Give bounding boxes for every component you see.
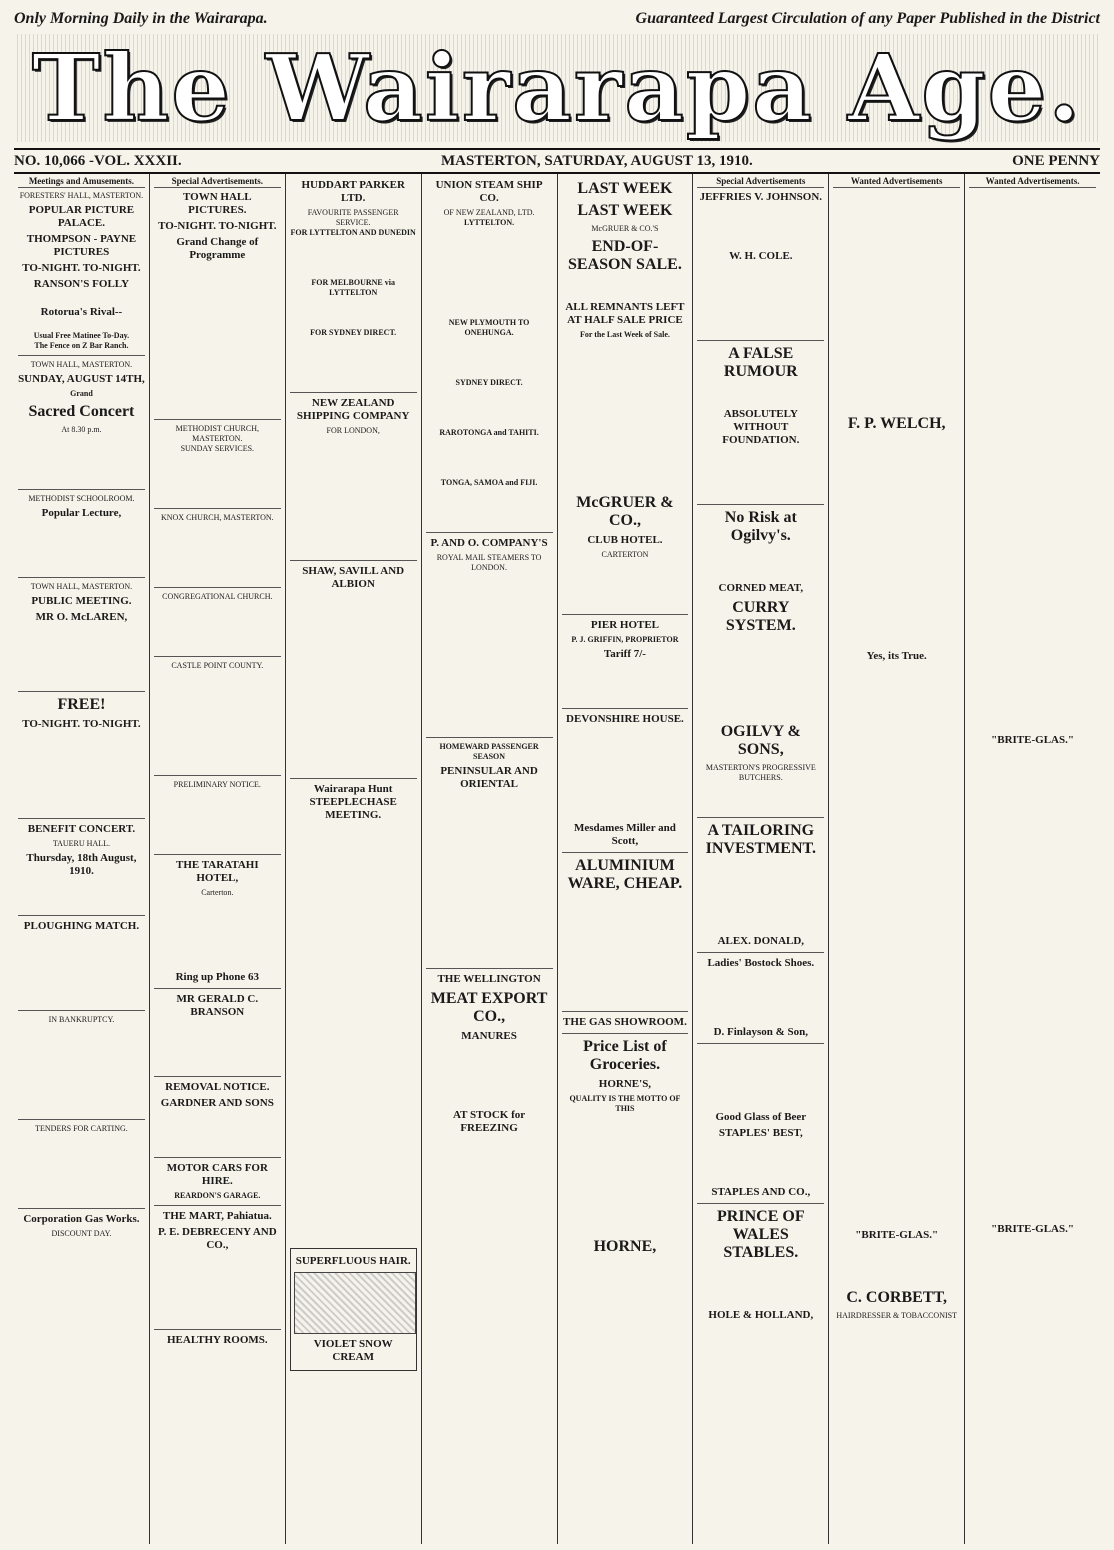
date-bar	[14, 148, 1100, 174]
ad-line: For the Last Week of Sale.	[579, 330, 670, 339]
masthead-title: The Wairarapa Age.	[14, 34, 1100, 142]
ad-title: HUDDART PARKER LTD.	[301, 179, 405, 204]
ad-title: LAST WEEK	[577, 202, 673, 219]
body-text-filler	[290, 238, 417, 278]
body-text-filler	[290, 338, 417, 388]
ad-title: STAPLES AND CO.,	[711, 1186, 811, 1198]
ad-title: RANSON'S FOLLY	[33, 278, 130, 290]
body-text-filler	[697, 549, 824, 579]
ad-line: FOR LONDON,	[326, 426, 380, 435]
body-text-filler	[697, 207, 824, 247]
ad-title: MR O. McLAREN,	[35, 611, 128, 623]
column-8	[965, 174, 1100, 1544]
ad-title: Tariff 7/-	[603, 648, 646, 660]
issue-number: NO. 10,066 -VOL. XXXII.	[14, 152, 182, 169]
body-text-filler	[18, 734, 145, 814]
ad-title: MOTOR CARS FOR HIRE.	[166, 1162, 268, 1187]
body-text-filler	[426, 573, 553, 733]
price: ONE PENNY	[1012, 152, 1100, 169]
columns	[14, 174, 1100, 1544]
ad-title: F. P. WELCH,	[847, 415, 946, 432]
body-text-filler	[154, 523, 281, 583]
body-text-filler	[833, 437, 960, 647]
ad-line: FOR LYTTELTON AND DUNEDIN	[290, 228, 416, 237]
ad-title: Rotorua's Rival--	[40, 306, 123, 318]
ad-title: STAPLES' BEST,	[718, 1127, 803, 1139]
ad-title: PENINSULAR AND ORIENTAL	[440, 765, 538, 790]
ad-line: RAROTONGA and TAHITI.	[439, 428, 539, 437]
ad-title: MANURES	[461, 1030, 517, 1042]
body-text-filler	[426, 338, 553, 378]
body-text-filler	[697, 385, 824, 405]
column-4	[422, 174, 558, 1544]
ad-title: Ring up Phone 63	[175, 971, 260, 983]
ad-title: METHODIST SCHOOLROOM.	[28, 494, 135, 503]
ad-title: Good Glass of Beer	[715, 1111, 807, 1123]
ad-title: D. Finlayson & Son,	[713, 1026, 809, 1038]
top-slogan-bar	[14, 6, 1100, 32]
ad-title: OGILVY & SONS,	[720, 723, 801, 758]
ad-title: FREE!	[57, 696, 106, 713]
body-text-filler	[426, 488, 553, 528]
ad-title: KNOX CHURCH, MASTERTON.	[160, 513, 274, 522]
body-text-filler	[290, 298, 417, 328]
body-text-filler	[562, 340, 689, 490]
ad-title: "BRITE-GLAS."	[855, 1229, 939, 1241]
ad-title: SHAW, SAVILL AND ALBION	[302, 565, 405, 590]
column-heading: Special Advertisements	[697, 176, 824, 188]
ad-title: TOWN HALL, MASTERTON.	[30, 360, 133, 369]
ad-line: OF NEW ZEALAND, LTD.	[443, 208, 535, 217]
ad-line: SYDNEY DIRECT.	[455, 378, 523, 387]
column-heading: Special Advertisements.	[154, 176, 281, 188]
body-text-filler	[969, 750, 1096, 1220]
ad-line: At 8.30 p.m.	[61, 425, 102, 434]
ad-title: IN BANKRUPTCY.	[48, 1015, 115, 1024]
ad-title: SUNDAY, AUGUST 14TH,	[18, 373, 145, 385]
column-3	[286, 174, 422, 1544]
ad-title: FORESTERS' HALL, MASTERTON.	[19, 191, 144, 200]
ad-line: NEW PLYMOUTH TO ONEHUNGA.	[448, 318, 530, 337]
ad-title: REMOVAL NOTICE.	[165, 1081, 270, 1093]
column-2	[150, 174, 286, 1544]
ad-title: ALUMINIUM WARE, CHEAP.	[567, 857, 683, 892]
body-text-filler	[697, 639, 824, 719]
ad-line: TONGA, SAMOA and FIJI.	[440, 478, 538, 487]
body-text-filler	[18, 1025, 145, 1115]
ad-title: "BRITE-GLAS."	[991, 734, 1074, 746]
ad-title: ABSOLUTELY WITHOUT FOUNDATION.	[722, 408, 800, 446]
body-text-filler	[154, 898, 281, 968]
body-text-filler	[154, 265, 281, 415]
ad-line: Grand	[70, 389, 93, 398]
body-text-filler	[18, 881, 145, 911]
ad-title: JEFFRIES V. JOHNSON.	[699, 191, 823, 203]
ad-title: VIOLET SNOW CREAM	[313, 1338, 393, 1363]
ad-title: UNION STEAM SHIP CO.	[435, 179, 543, 204]
ad-line: CARTERTON	[601, 550, 649, 559]
body-text-filler	[562, 560, 689, 610]
ad-title: ALL REMNANTS LEFT AT HALF SALE PRICE	[565, 301, 685, 326]
ad-title: THE GAS SHOWROOM.	[563, 1016, 687, 1028]
ad-title: P. E. DEBRECENY AND CO.,	[157, 1226, 277, 1251]
body-text-filler	[833, 191, 960, 411]
ad-title: TO-NIGHT. TO-NIGHT.	[22, 718, 141, 730]
ad-title: THE TARATAHI HOTEL,	[176, 859, 259, 884]
dateline: MASTERTON, SATURDAY, AUGUST 13, 1910.	[440, 152, 753, 169]
ad-title: W. H. COLE.	[729, 250, 793, 262]
body-text-filler	[697, 783, 824, 813]
ad-title: LAST WEEK	[577, 180, 673, 197]
ad-line: REARDON'S GARAGE.	[174, 1191, 261, 1200]
left-slogan: Only Morning Daily in the Wairarapa.	[14, 10, 268, 27]
ad-title: HOLE & HOLLAND,	[708, 1309, 814, 1321]
ad-title: GARDNER AND SONS	[160, 1097, 274, 1109]
body-text-filler	[969, 191, 1096, 731]
ad-line: FAVOURITE PASSENGER SERVICE.	[307, 208, 399, 227]
body-text-filler	[697, 1048, 824, 1108]
body-text-filler	[154, 454, 281, 504]
body-text-filler	[562, 1114, 689, 1234]
right-slogan: Guaranteed Largest Circulation of any Paper Published in the District	[635, 10, 1100, 27]
ad-title: MR GERALD C. BRANSON	[176, 993, 259, 1018]
body-text-filler	[426, 1046, 553, 1106]
body-text-filler	[290, 594, 417, 774]
ad-title: Ladies' Bostock Shoes.	[707, 957, 815, 969]
body-text-filler	[426, 388, 553, 428]
ad-line: HAIRDRESSER & TOBACCONIST	[836, 1311, 957, 1320]
ad-line: TAUERU HALL.	[52, 839, 110, 848]
ad-title: HORNE,	[593, 1238, 657, 1255]
ad-title: MEAT EXPORT CO.,	[430, 990, 548, 1025]
ad-title: SUPERFLUOUS HAIR.	[295, 1255, 411, 1267]
body-text-filler	[697, 1143, 824, 1183]
body-text-filler	[562, 729, 689, 819]
ad-title: Mesdames Miller and Scott,	[574, 822, 676, 847]
column-5	[558, 174, 694, 1544]
body-text-filler	[154, 1255, 281, 1325]
ad-title: Thursday, 18th August, 1910.	[26, 852, 137, 877]
body-text-filler	[833, 666, 960, 1226]
ad-title: NEW ZEALAND SHIPPING COMPANY	[296, 397, 410, 422]
column-7	[829, 174, 965, 1544]
ad-line: LYTTELTON.	[463, 218, 515, 227]
ad-title: PUBLIC MEETING.	[31, 595, 132, 607]
ad-title: CASTLE POINT COUNTY.	[171, 661, 264, 670]
body-text-filler	[18, 322, 145, 331]
ad-title: CONGREGATIONAL CHURCH.	[162, 592, 273, 601]
body-text-filler	[154, 671, 281, 771]
body-text-filler	[697, 450, 824, 500]
ad-title: PIER HOTEL	[590, 619, 660, 631]
ad-title: THE MART, Pahiatua.	[162, 1210, 272, 1222]
column-6	[693, 174, 829, 1544]
ad-title: Grand Change of Programme	[176, 236, 259, 261]
body-text-filler	[562, 278, 689, 298]
ad-line: P. J. GRIFFIN, PROPRIETOR	[571, 635, 679, 644]
ad-line: McGRUER & CO.'S	[591, 224, 659, 233]
ad-title: A TAILORING INVESTMENT.	[705, 822, 816, 857]
ad-title: CURRY SYSTEM.	[725, 599, 796, 634]
body-text-filler	[18, 435, 145, 485]
ad-title: A FALSE RUMOUR	[723, 345, 798, 380]
body-text-filler	[426, 438, 553, 478]
ad-title: No Risk at Ogilvy's.	[724, 509, 797, 544]
body-text-filler	[18, 627, 145, 687]
body-text-filler	[697, 1266, 824, 1306]
ad-line: MASTERTON'S PROGRESSIVE BUTCHERS.	[705, 763, 816, 782]
body-text-filler	[18, 936, 145, 1006]
body-text-filler	[290, 825, 417, 1245]
ad-line: The Fence on Z Bar Ranch.	[34, 341, 129, 350]
ad-title: HEALTHY ROOMS.	[166, 1334, 268, 1346]
column-heading: Meetings and Amusements.	[18, 176, 145, 188]
ad-title: TOWN HALL, MASTERTON.	[30, 582, 133, 591]
body-text-filler	[290, 436, 417, 556]
ad-line: QUALITY IS THE MOTTO OF THIS	[569, 1094, 681, 1113]
body-text-filler	[697, 862, 824, 932]
ad-line: FOR MELBOURNE via LYTTELTON	[311, 278, 395, 297]
ad-title: PLOUGHING MATCH.	[23, 920, 140, 932]
body-text-filler	[426, 794, 553, 964]
ad-title: ALEX. DONALD,	[717, 935, 805, 947]
ad-title: PRELIMINARY NOTICE.	[173, 780, 261, 789]
column-heading: Wanted Advertisements.	[969, 176, 1096, 188]
ad-title: Wairarapa Hunt STEEPLECHASE MEETING.	[309, 783, 397, 821]
column-heading: Wanted Advertisements	[833, 176, 960, 188]
body-text-filler	[697, 973, 824, 1023]
ad-line: FOR SYDNEY DIRECT.	[310, 328, 397, 337]
ad-title: TO-NIGHT. TO-NIGHT.	[22, 262, 141, 274]
ad-title: McGRUER & CO.,	[576, 494, 674, 529]
body-text-filler	[154, 1022, 281, 1072]
ad-line: DISCOUNT DAY.	[51, 1229, 112, 1238]
ad-line: HOMEWARD PASSENGER SEASON	[439, 742, 539, 761]
body-text-filler	[426, 228, 553, 318]
ad-title: TOWN HALL PICTURES.	[183, 191, 252, 216]
ad-line: Usual Free Matinee To-Day.	[33, 331, 130, 340]
woman-portrait-illustration	[294, 1272, 416, 1334]
ad-line: SUNDAY SERVICES.	[180, 444, 255, 453]
body-text-filler	[833, 1245, 960, 1285]
ad-title: CORNED MEAT,	[718, 582, 804, 594]
ad-title: Corporation Gas Works.	[23, 1213, 140, 1225]
ad-line: Carterton.	[201, 888, 234, 897]
ad-line: ROYAL MAIL STEAMERS TO LONDON.	[436, 553, 542, 572]
body-text-filler	[18, 1134, 145, 1204]
body-text-filler	[154, 602, 281, 652]
body-text-filler	[18, 294, 145, 303]
ad-title: POPULAR PICTURE PALACE.	[28, 204, 135, 229]
body-text-filler	[562, 664, 689, 704]
ad-title: BENEFIT CONCERT.	[27, 823, 136, 835]
ad-title: Sacred Concert	[28, 403, 135, 420]
ad-title: PRINCE OF WALES STABLES.	[717, 1208, 805, 1261]
ad-title: Price List of Groceries.	[583, 1038, 667, 1073]
ad-title: Yes, its True.	[866, 650, 927, 662]
body-text-filler	[18, 523, 145, 573]
ad-title: THOMPSON - PAYNE PICTURES	[26, 233, 137, 258]
body-text-filler	[154, 790, 281, 850]
ad-title: Popular Lecture,	[41, 507, 122, 519]
ad-title: TENDERS FOR CARTING.	[35, 1124, 128, 1133]
column-1	[14, 174, 150, 1544]
ad-title: THE WELLINGTON	[437, 973, 541, 985]
ad-title: "BRITE-GLAS."	[991, 1223, 1074, 1235]
ad-title: METHODIST CHURCH, MASTERTON.	[175, 424, 260, 443]
body-text-filler	[154, 1113, 281, 1153]
body-text-filler	[562, 897, 689, 1007]
ad-title: END-OF-SEASON SALE.	[568, 238, 682, 273]
ad-title: P. AND O. COMPANY'S	[430, 537, 548, 549]
ad-title: C. CORBETT,	[846, 1289, 947, 1306]
body-text-filler	[697, 266, 824, 336]
ad-title: TO-NIGHT. TO-NIGHT.	[158, 220, 277, 232]
superfluous-hair-ad	[290, 1248, 417, 1371]
ad-title: DEVONSHIRE HOUSE.	[566, 713, 684, 725]
ad-title: HORNE'S,	[598, 1078, 652, 1090]
ad-title: AT STOCK for FREEZING	[453, 1109, 526, 1134]
ad-title: CLUB HOTEL.	[587, 534, 663, 546]
